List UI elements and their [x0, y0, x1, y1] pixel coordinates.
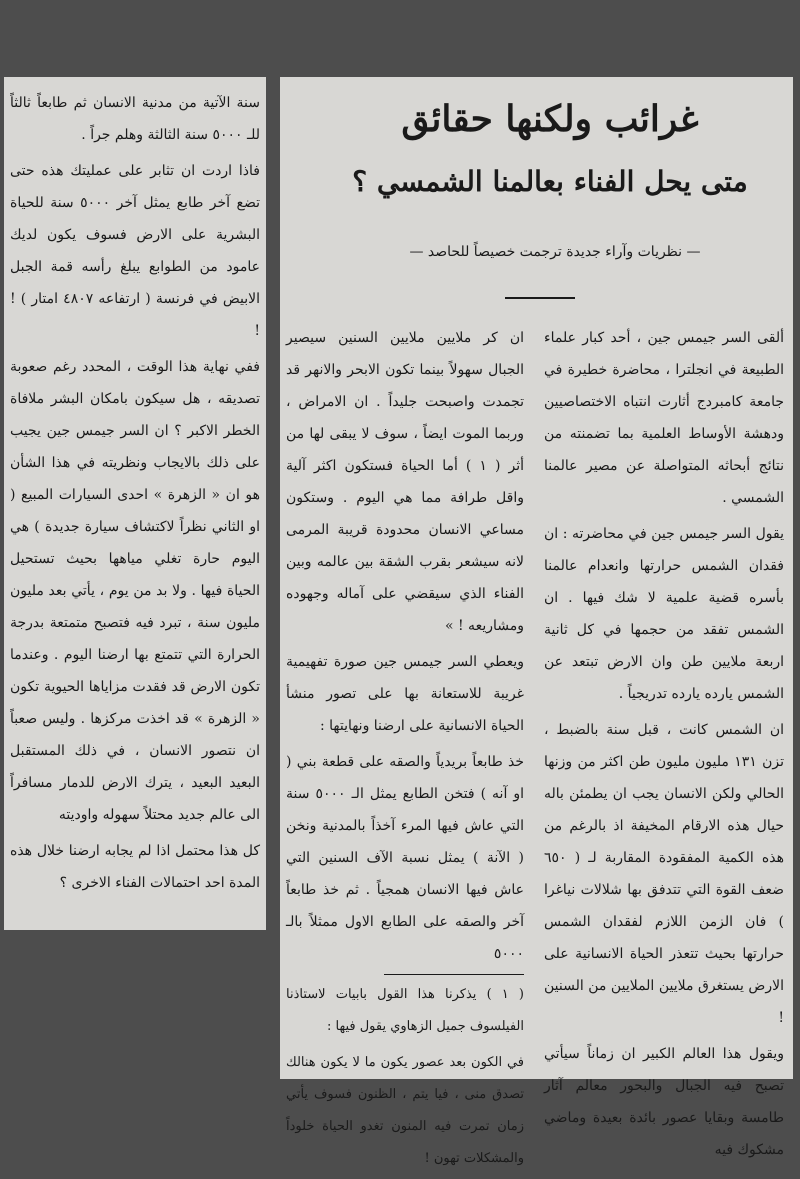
paragraph: ويعطي السر جيمس جين صورة تفهيمية غريبة للاستعانة بها على تصور منشأ الحياة الانسانية على ارضنا ونهايتها : — [286, 654, 524, 734]
article-title: غرائب ولكنها حقائق — [401, 98, 699, 140]
paragraph: ان الشمس كانت ، قبل سنة بالضبط ، تزن ١٣١ مليون مليون طن اكثر من وزنها الحالي ولكن الانسان يجب ان يطمئن باله حيال هذه الارقام المخيفة اذ بالرغم من هذه الكمية المفقودة المقاربة لـ ( ٦٥٠ ضعف القوة التي تتدفق بها شلالات نياغرا ) فان الزمن اللازم لفقدان الشمس حرارتها بحيث تتعذر الحياة الانسانية على الارض يستغرق ملايين الملايين من السنين ! — [544, 722, 784, 1026]
footnote-divider — [384, 974, 524, 975]
article-subtitle: متى يحل الفناء بعالمنا الشمسي ؟ — [352, 165, 748, 198]
paragraph: ان كر ملايين ملايين السنين سيصير الجبال سهولاً بينما تكون الابحر والانهر قد تجمدت واصبحت جليداً . ان الامراض ، وربما الموت ايضاً ، سوف لا يبقى لها من أثر ( ١ ) أما الحياة فستكون اكثر آلية واقل طرافة مما هي اليوم . وستكون مساعي الانسان محدودة قريبة المرمى لانه سيشعر بقرب الشقة بين عالمه وبين الفناء الذي سيقضي على آماله وجهوده ومشاريعه ! » — [286, 330, 524, 634]
left-column — [10, 87, 260, 903]
divider — [505, 297, 575, 299]
paragraph: سنة الآتية من مدنية الانسان ثم طابعاً ثالثاً للـ ٥٠٠٠ سنة الثالثة وهلم جراً . — [10, 95, 260, 143]
paragraph: ويقول هذا العالم الكبير ان زماناً سيأتي تصبح فيه الجبال والبحور معالم آثار طامسة وبقايا عصور بائدة بعيدة وماضي مشكوك فيه — [544, 1046, 784, 1158]
paragraph: يقول السر جيمس جين في محاضرته : ان فقدان الشمس حرارتها وانعدام عالمنا بأسره قضية علمية لا شك فيها . ان الشمس تفقد من حجمها في كل ثانية اربعة ملايين طن وان الارض تبتعد عن الشمس يارده يارده تدريجياً . — [544, 526, 784, 702]
article-intro: — نظريات وآراء جديدة ترجمت خصيصاً للحاصد — — [409, 244, 701, 260]
right-column — [544, 322, 784, 1170]
paragraph: فاذا اردت ان تثابر على عمليتك هذه حتى تضع آخر طابع يمثل آخر ٥٠٠٠ سنة للحياة البشرية على الارض فسوف يكون لديك عامود من الطوابع يبلغ رأسه قمة الجبل الابيض في فرنسة ( ارتفاعه ٤٨٠٧ امتار ) ! ! — [10, 163, 260, 339]
middle-column — [286, 322, 524, 1179]
left-clipping — [4, 77, 266, 930]
paragraph: ألقى السر جيمس جين ، أحد كبار علماء الطبيعة في انجلترا ، محاضرة خطيرة في جامعة كامبردج أثارت انتباه الاختصاصيين ودهشة الأوساط العلمية بما تضمنته من نتائج أبحاثه المتواصلة عن مصير عالمنا الشمسي . — [544, 330, 784, 506]
footnote: ( ١ ) يذكرنا هذا القول بابيات لاستاذنا الفيلسوف جميل الزهاوي يقول فيها : — [286, 987, 524, 1034]
main-clipping — [280, 77, 793, 1166]
footnote-poem: في الكون بعد عصور يكون ما لا يكون هنالك تصدق منى ، فيا يتم ، الظنون فسوف يأتي زمان تمرت فيه المنون تغدو الحياة خلوداً والمشكلات تهون ! — [286, 1055, 524, 1166]
paragraph: كل هذا محتمل اذا لم يجابه ارضنا خلال هذه المدة احد احتمالات الفناء الاخرى ؟ — [10, 843, 260, 891]
paragraph: خذ طابعاً بريدياً والصقه على قطعة بني ( او آنه ) فتخن الطابع يمثل الـ ٥٠٠٠ سنة التي عاش فيها المرء آخذاً بالمدنية ونخن ( الآنة ) يمثل نسبة الآف السنين التي عاش فيها الانسان همجياً . ثم خذ طابعاً آخر والصقه على الطابع الاول ممثلاً بالـ ٥٠٠٠ — [286, 754, 524, 962]
paragraph: ففي نهاية هذا الوقت ، المحدد رغم صعوبة تصديقه ، هل سيكون بامكان البشر ملافاة الخطر الاكبر ؟ ان السر جيمس جين يجيب على ذلك بالايجاب ونظريته في هذا الشأن هو ان « الزهرة » احدى السيارات المبيع ( او الثاني نظراً لاكتشاف سيارة جديدة ) هي اليوم حارة تغلي مياهها بحيث تستحيل الحياة فيها . ولا بد من يوم ، يأتي بعد مليون مليون سنة ، تبرد فيه فتصبح متمتعة بدرجة الحرارة التي تتمتع بها ارضنا اليوم . وعندما تكون الارض قد فقدت مزاياها الحيوية تكون « الزهرة » قد اخذت مركزها . وليس صعباً ان نتصور الانسان ، في ذلك المستقبل البعيد البعيد ، يترك الارض للدمار مسافراً الى عالم جديد محتلاً سهوله واوديته — [10, 359, 260, 823]
